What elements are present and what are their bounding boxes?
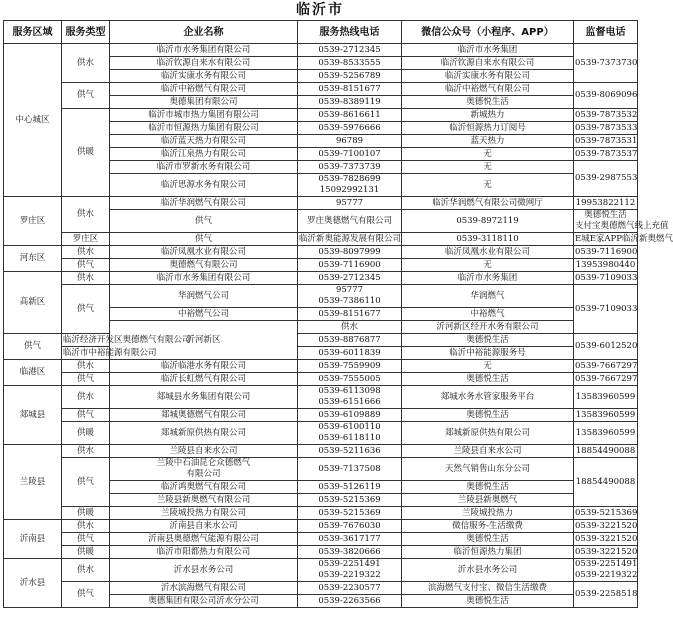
table-row bbox=[4, 259, 638, 272]
wechat-cell: 临沂凤凰水业有限公司 bbox=[402, 246, 574, 259]
wechat-cell: 沂水县水务公司 bbox=[402, 559, 574, 582]
company-cell: 沂水县水务公司 bbox=[110, 559, 298, 582]
supervise-phone-cell: 0539-2258518 bbox=[574, 582, 638, 608]
table-body bbox=[4, 44, 673, 608]
hotline-cell: 0539-8151677 bbox=[298, 308, 402, 321]
hotline-cell: 0539-5976666 bbox=[298, 122, 402, 135]
supervise-phone-cell: 19953822112 bbox=[574, 197, 638, 210]
header-wechat: 微信公众号（小程序、APP） bbox=[402, 21, 574, 44]
company-cell: 临沂长虹燃气有限公司 bbox=[110, 373, 298, 386]
wechat-cell: 郯城水务水管家服务平台 bbox=[402, 386, 574, 409]
hotline-cell: 0539-2251491 0539-2219322 bbox=[298, 559, 402, 582]
company-cell: 中裕燃气公司 bbox=[110, 308, 298, 321]
table-row bbox=[4, 197, 638, 210]
table-row bbox=[4, 422, 638, 445]
wechat-cell: 微信服务-生活缴费 bbox=[402, 520, 574, 533]
wechat-cell: 中裕燃气 bbox=[402, 308, 574, 321]
company-cell: 兰陵县自来水公司 bbox=[110, 445, 298, 458]
supervise-phone-cell: 0539-7116900 bbox=[575, 246, 638, 257]
wechat-cell: 奥德悦生活 bbox=[402, 334, 574, 347]
supervise-phone-cell: 13583960599 bbox=[574, 409, 638, 422]
table-row bbox=[4, 334, 638, 347]
table-row bbox=[4, 520, 638, 533]
supervise-phone-cell: 0539-7109033 bbox=[575, 272, 638, 283]
supervise-phone-cell: 0539-5215369 bbox=[575, 507, 638, 518]
hotline-cell: 0539-3617177 bbox=[298, 533, 402, 546]
wechat-cell: 临沂实康水务有限公司 bbox=[402, 70, 574, 83]
service-area-cell: 中心城区 bbox=[4, 44, 62, 197]
hotline-cell: 0539-6109889 bbox=[298, 409, 402, 422]
table-row bbox=[4, 582, 638, 595]
table-row bbox=[4, 285, 638, 308]
supervise-phone-cell: 13953980440 bbox=[574, 259, 638, 272]
table-header bbox=[4, 21, 638, 44]
wechat-cell: 兰陵县自来水公司 bbox=[402, 445, 574, 458]
hotline-cell: 0539-6011839 bbox=[298, 347, 402, 360]
supervise-phone-cell: 0539-7667297 bbox=[575, 373, 638, 384]
hotline-cell: 0539-7559909 bbox=[298, 360, 402, 373]
supervise-phone-cell: 18854490088 bbox=[574, 458, 638, 507]
hotline-cell: 0539-8389119 bbox=[298, 96, 402, 109]
service-area-cell: 沂河新区 bbox=[110, 321, 298, 360]
hotline-cell: 95777 0539-7386110 bbox=[298, 285, 402, 308]
company-cell: 沂水滨海燃气有限公司 bbox=[110, 582, 298, 595]
table-row bbox=[4, 246, 638, 259]
service-type-cell: 供气 bbox=[62, 582, 110, 608]
wechat-cell: 滨海燃气支付宝、微信生活缴费 bbox=[402, 582, 574, 595]
company-cell: 临沂钦源自来水有限公司 bbox=[110, 57, 298, 70]
service-area-cell: 高新区 bbox=[4, 272, 62, 334]
wechat-cell: 奥德悦生活 bbox=[402, 481, 574, 494]
table-row bbox=[4, 233, 638, 246]
supervise-phone-cell: 0539-3221520 bbox=[575, 533, 638, 544]
table-row bbox=[4, 507, 638, 520]
service-area-cell: 河东区 bbox=[4, 246, 62, 272]
service-type-cell: 供气 bbox=[110, 233, 298, 246]
service-type-cell: 供暖 bbox=[62, 507, 110, 520]
wechat-cell: 郯城新原供热有限公司 bbox=[402, 422, 574, 445]
wechat-cell: 蓝天热力 bbox=[402, 135, 574, 148]
company-cell: 临沂经济开发区奥德燃气有限公司 bbox=[63, 334, 191, 345]
wechat-cell: 奥德悦生活 bbox=[402, 533, 574, 546]
company-cell: 临沂蓝天热力有限公司 bbox=[110, 135, 298, 148]
table-row bbox=[4, 83, 638, 96]
service-area-cell: 郯城县 bbox=[4, 386, 62, 445]
company-cell: 临沂凤凰水业有限公司 bbox=[110, 246, 298, 259]
company-cell: 沂南县自来水公司 bbox=[110, 520, 298, 533]
service-type-cell: 供水 bbox=[62, 386, 110, 409]
service-table bbox=[3, 20, 673, 608]
service-type-cell: 供气 bbox=[62, 373, 110, 386]
wechat-cell: 兰陵城投热力 bbox=[402, 507, 574, 520]
wechat-cell: 奥德悦生活 支付宝奥德燃气线上充值 bbox=[575, 210, 669, 231]
company-cell: 兰陵中石油昆仑众德燃气 有限公司 bbox=[110, 458, 298, 481]
hotline-cell: 0539-7676030 bbox=[298, 520, 402, 533]
company-cell: 罗庄奥德燃气有限公司 bbox=[298, 210, 402, 233]
table-row bbox=[4, 44, 638, 57]
service-area-cell: 沂南县 bbox=[4, 520, 62, 559]
hotline-cell: 0539-3118110 bbox=[402, 233, 574, 246]
hotline-cell: 0539-5126119 bbox=[298, 481, 402, 494]
supervise-phone-cell: 0539-7109033 bbox=[574, 285, 638, 334]
service-type-cell: 供水 bbox=[62, 559, 110, 582]
wechat-cell: 无 bbox=[402, 174, 574, 197]
hotline-cell: 0539-6113098 0539-6151666 bbox=[298, 386, 402, 409]
wechat-cell: 无 bbox=[402, 360, 574, 373]
table-row bbox=[4, 559, 638, 582]
supervise-phone-cell: 0539-7873532 bbox=[575, 109, 638, 120]
company-cell: 临沂市水务集团有限公司 bbox=[110, 272, 298, 285]
company-cell: 临沂华润燃气有限公司 bbox=[110, 197, 298, 210]
hotline-cell: 0539-8616611 bbox=[298, 109, 402, 122]
wechat-cell: 临沂钦源自来水有限公司 bbox=[402, 57, 574, 70]
service-type-cell: 供水 bbox=[62, 44, 110, 83]
company-cell: 临沂江泉热力有限公司 bbox=[110, 148, 298, 161]
hotline-cell: 0539-2263566 bbox=[298, 595, 402, 608]
supervise-phone-cell: 0539-7873537 bbox=[575, 148, 638, 159]
service-type-cell: 供水 bbox=[62, 360, 110, 373]
supervise-phone-cell: 0539-7873533 bbox=[575, 122, 638, 133]
service-type-cell: 供水 bbox=[62, 246, 110, 259]
header-hotline: 服务热线电话 bbox=[298, 21, 402, 44]
company-cell: 兰陵县新奥燃气有限公司 bbox=[110, 494, 298, 507]
service-type-cell: 供水 bbox=[62, 520, 110, 533]
hotline-cell: 0539-5256789 bbox=[298, 70, 402, 83]
page-title: 临沂市 bbox=[296, 2, 344, 18]
service-area-cell: 临港区 bbox=[4, 360, 62, 386]
company-cell: 临沂市中裕能源有限公司 bbox=[63, 347, 157, 358]
company-cell: 奥德集团有限公司沂水分公司 bbox=[110, 595, 298, 608]
hotline-cell: 0539-5211636 bbox=[298, 445, 402, 458]
wechat-cell: 奥德悦生活 bbox=[402, 595, 574, 608]
service-type-cell: 供暖 bbox=[62, 546, 110, 559]
service-type-cell: 供气 bbox=[62, 259, 110, 272]
wechat-cell: 临沂华润燃气有限公司微网厅 bbox=[402, 197, 574, 210]
company-cell: 临沂实康水务有限公司 bbox=[110, 70, 298, 83]
supervise-phone-cell: 0539-3221520 bbox=[575, 546, 638, 557]
table-row bbox=[4, 386, 638, 409]
service-area-cell: 罗庄区 bbox=[4, 197, 62, 246]
wechat-cell: E城E家APP临沂新奥燃气 bbox=[575, 233, 673, 244]
table-row bbox=[4, 445, 638, 458]
supervise-phone-cell: 13583960599 bbox=[574, 386, 638, 409]
company-cell: 临沂中裕燃气有限公司 bbox=[110, 83, 298, 96]
supervise-phone-cell: 13583960599 bbox=[574, 422, 638, 445]
supervise-phone-cell: 0539-2251491 0539-2219322 bbox=[575, 559, 638, 580]
table-row bbox=[4, 546, 638, 559]
service-type-cell: 供暖 bbox=[62, 422, 110, 445]
company-cell: 华润燃气公司 bbox=[110, 285, 298, 308]
supervise-phone-cell: 0539-3221520 bbox=[575, 520, 638, 531]
supervise-phone-cell: 0539-8069096 bbox=[574, 83, 638, 109]
service-type-cell: 供气 bbox=[62, 458, 110, 507]
company-cell: 郯城奥德燃气有限公司 bbox=[110, 409, 298, 422]
table-row bbox=[4, 533, 638, 546]
wechat-cell: 天然气销售山东分公司 bbox=[402, 458, 574, 481]
supervise-phone-cell: 0539-6012520 bbox=[574, 334, 638, 360]
company-cell: 临沂市阳都热力有限公司 bbox=[110, 546, 298, 559]
company-cell: 沂南县奥德燃气能源有限公司 bbox=[110, 533, 298, 546]
hotline-cell: 95777 bbox=[298, 197, 402, 210]
hotline-cell: 96789 bbox=[298, 135, 402, 148]
service-type-cell: 供气 bbox=[62, 409, 110, 422]
hotline-cell: 0539-5215369 bbox=[298, 507, 402, 520]
hotline-cell: 0539-7373739 bbox=[298, 161, 402, 174]
wechat-cell: 奥德悦生活 bbox=[402, 409, 574, 422]
table-row bbox=[4, 360, 638, 373]
supervise-phone-cell: 0539-7873531 bbox=[575, 135, 638, 146]
company-cell: 临沂新奥能源发展有限公司 bbox=[299, 233, 402, 244]
hotline-cell: 0539-7100107 bbox=[298, 148, 402, 161]
service-type-cell: 供水 bbox=[298, 321, 402, 334]
company-cell: 临沂思源水务有限公司 bbox=[110, 174, 298, 197]
supervise-phone-cell: 0539-2987553 bbox=[574, 161, 638, 197]
table-row bbox=[4, 373, 638, 386]
hotline-cell: 0539-3820666 bbox=[298, 546, 402, 559]
service-type-cell: 供水 bbox=[62, 272, 110, 285]
service-type-cell: 供暖 bbox=[62, 109, 110, 197]
company-cell: 沂河新区经开水务有限公司 bbox=[402, 321, 574, 334]
header-area: 服务区域 bbox=[4, 21, 62, 44]
wechat-cell: 临沂中裕能源服务号 bbox=[402, 347, 574, 360]
wechat-cell: 无 bbox=[402, 148, 574, 161]
company-cell: 郯城县水务集团有限公司 bbox=[110, 386, 298, 409]
wechat-cell: 华润燃气 bbox=[402, 285, 574, 308]
company-cell: 郯城新原供热有限公司 bbox=[110, 422, 298, 445]
wechat-cell: 临沂市水务集团 bbox=[402, 272, 574, 285]
service-area-cell: 兰陵县 bbox=[4, 445, 62, 520]
hotline-cell: 0539-2712345 bbox=[298, 272, 402, 285]
hotline-cell: 0539-8097999 bbox=[298, 246, 402, 259]
company-cell: 奥德集团有限公司 bbox=[110, 96, 298, 109]
company-cell: 临沂临港水务有限公司 bbox=[110, 360, 298, 373]
supervise-phone-cell: 0539-7373730 bbox=[574, 44, 638, 83]
table-row bbox=[4, 409, 638, 422]
company-cell: 兰陵城投热力有限公司 bbox=[110, 507, 298, 520]
hotline-cell: 0539-7828699 15092992131 bbox=[298, 174, 402, 197]
table-row bbox=[4, 272, 638, 285]
hotline-cell: 0539-8876877 bbox=[298, 334, 402, 347]
company-cell: 临沂市城市热力集团有限公司 bbox=[110, 109, 298, 122]
wechat-cell: 新城热力 bbox=[402, 109, 574, 122]
wechat-cell: 无 bbox=[402, 161, 574, 174]
wechat-cell: 奥德悦生活 bbox=[402, 373, 574, 386]
header-company: 企业名称 bbox=[110, 21, 298, 44]
wechat-cell: 临沂市水务集团 bbox=[402, 44, 574, 57]
service-type-cell: 供气 bbox=[110, 210, 298, 233]
service-type-cell: 供气 bbox=[62, 83, 110, 109]
hotline-cell: 0539-2230577 bbox=[298, 582, 402, 595]
header-supervise: 监督电话 bbox=[574, 21, 638, 44]
hotline-cell: 0539-8151677 bbox=[298, 83, 402, 96]
company-cell: 临沂市罗新水务有限公司 bbox=[110, 161, 298, 174]
service-type-cell: 供水 bbox=[62, 197, 110, 233]
wechat-cell: 奥德悦生活 bbox=[402, 96, 574, 109]
wechat-cell: 临沂恒源热力集团 bbox=[402, 546, 574, 559]
hotline-cell: 0539-8972119 bbox=[402, 210, 574, 233]
supervise-phone-cell: 18854490088 bbox=[574, 445, 638, 458]
service-type-cell: 供气 bbox=[62, 285, 110, 334]
header-type: 服务类型 bbox=[62, 21, 110, 44]
hotline-cell: 0539-6100110 0539-6118110 bbox=[298, 422, 402, 445]
wechat-cell: 兰陵县新奥燃气 bbox=[402, 494, 574, 507]
service-area-cell: 罗庄区 bbox=[62, 233, 110, 246]
table-row bbox=[4, 109, 638, 122]
table-row bbox=[4, 458, 638, 481]
hotline-cell: 0539-8533555 bbox=[298, 57, 402, 70]
company-cell: 临沂鸿奥燃气有限公司 bbox=[110, 481, 298, 494]
supervise-phone-cell: 0539-7667297 bbox=[575, 360, 638, 371]
service-type-cell: 供水 bbox=[62, 445, 110, 458]
company-cell: 临沂市水务集团有限公司 bbox=[110, 44, 298, 57]
wechat-cell: 无 bbox=[402, 259, 574, 272]
hotline-cell: 0539-7116900 bbox=[298, 259, 402, 272]
company-cell: 奥德燃气有限公司 bbox=[110, 259, 298, 272]
hotline-cell: 0539-2712345 bbox=[298, 44, 402, 57]
table-row bbox=[4, 347, 638, 360]
hotline-cell: 0539-7137508 bbox=[298, 458, 402, 481]
company-cell: 临沂市恒源热力集团有限公司 bbox=[110, 122, 298, 135]
service-type-cell: 供气 bbox=[4, 334, 62, 360]
service-area-cell: 沂水县 bbox=[4, 559, 62, 608]
header-row bbox=[4, 21, 638, 44]
hotline-cell: 0539-5215369 bbox=[298, 494, 402, 507]
wechat-cell: 临沂恒源热力订阅号 bbox=[402, 122, 574, 135]
wechat-cell: 临沂中裕燃气有限公司 bbox=[402, 83, 574, 96]
hotline-cell: 0539-7555005 bbox=[298, 373, 402, 386]
service-type-cell: 供气 bbox=[62, 533, 110, 546]
